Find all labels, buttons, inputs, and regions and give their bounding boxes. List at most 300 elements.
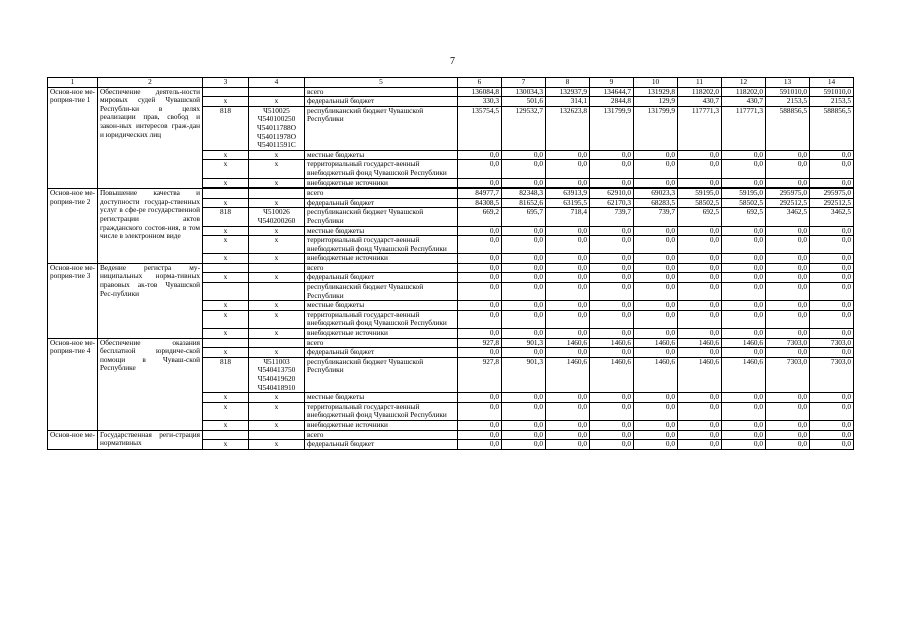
funding-source-cell: республиканский бюджет Чувашской Республики	[305, 357, 458, 392]
amount-cell: 0,0	[810, 236, 854, 254]
amount-cell: 0,0	[502, 273, 546, 283]
amount-cell: 1460,6	[590, 338, 634, 348]
amount-cell: 0,0	[546, 160, 590, 178]
amount-cell: 0,0	[766, 178, 810, 188]
amount-cell: 117771,3	[678, 106, 722, 150]
budget-code-cell: x	[249, 178, 305, 188]
amount-cell: 0,0	[634, 301, 678, 311]
amount-cell: 927,8	[458, 357, 502, 392]
header-cell: 7	[502, 78, 546, 88]
amount-cell: 0,0	[722, 263, 766, 273]
header-cell: 9	[590, 78, 634, 88]
admin-code-cell: x	[203, 310, 249, 328]
amount-cell: 0,0	[722, 310, 766, 328]
amount-cell: 81652,6	[502, 198, 546, 208]
amount-cell: 927,8	[458, 338, 502, 348]
amount-cell: 0,0	[590, 402, 634, 420]
amount-cell: 0,0	[590, 440, 634, 450]
amount-cell: 0,0	[722, 150, 766, 160]
amount-cell: 0,0	[722, 178, 766, 188]
activity-description: Обеспечение оказания бесплатной юридиче-ской помощи в Чуваш-ской Республике	[98, 338, 203, 430]
funding-source-cell: федеральный бюджет	[305, 348, 458, 358]
amount-cell: 0,0	[810, 150, 854, 160]
amount-cell: 0,0	[590, 420, 634, 430]
budget-code-cell: x	[249, 198, 305, 208]
amount-cell: 118202,0	[722, 87, 766, 97]
amount-cell: 0,0	[634, 283, 678, 301]
amount-cell: 2153,5	[810, 97, 854, 107]
amount-cell: 0,0	[502, 329, 546, 339]
amount-cell: 0,0	[766, 393, 810, 403]
amount-cell: 0,0	[590, 283, 634, 301]
budget-table	[47, 77, 854, 450]
amount-cell: 0,0	[766, 236, 810, 254]
admin-code-cell: 818	[203, 106, 249, 150]
admin-code-cell: x	[203, 329, 249, 339]
activity-description: Государственная реги-страция нормативных	[98, 430, 203, 449]
amount-cell: 0,0	[810, 273, 854, 283]
amount-cell: 0,0	[502, 150, 546, 160]
amount-cell: 330,3	[458, 97, 502, 107]
amount-cell: 0,0	[502, 402, 546, 420]
funding-source-cell: местные бюджеты	[305, 393, 458, 403]
header-cell: 12	[722, 78, 766, 88]
amount-cell: 0,0	[590, 430, 634, 440]
amount-cell: 0,0	[810, 310, 854, 328]
amount-cell: 0,0	[810, 263, 854, 273]
amount-cell: 0,0	[634, 440, 678, 450]
amount-cell: 0,0	[634, 226, 678, 236]
amount-cell: 0,0	[546, 440, 590, 450]
amount-cell: 0,0	[722, 430, 766, 440]
amount-cell: 0,0	[590, 150, 634, 160]
amount-cell: 0,0	[634, 329, 678, 339]
amount-cell: 0,0	[810, 348, 854, 358]
admin-code-cell: x	[203, 160, 249, 178]
amount-cell: 718,4	[546, 208, 590, 226]
amount-cell: 0,0	[634, 420, 678, 430]
amount-cell: 0,0	[766, 273, 810, 283]
amount-cell: 0,0	[590, 329, 634, 339]
amount-cell: 1460,6	[722, 357, 766, 392]
amount-cell: 901,3	[502, 338, 546, 348]
activity-name: Основ-ное ме-роприя-тие 3	[48, 263, 98, 338]
amount-cell: 0,0	[502, 440, 546, 450]
amount-cell: 0,0	[590, 348, 634, 358]
activity-description: Повышение качества и доступности государ-ственных услуг в сфе-ре государственной регистрации актов гражданского состоя-ния, в том числе в электронном виде	[98, 189, 203, 264]
amount-cell: 501,6	[502, 97, 546, 107]
amount-cell: 0,0	[766, 310, 810, 328]
funding-source-cell: федеральный бюджет	[305, 198, 458, 208]
header-cell: 14	[810, 78, 854, 88]
amount-cell: 0,0	[722, 329, 766, 339]
budget-code-cell: x	[249, 393, 305, 403]
amount-cell: 739,7	[590, 208, 634, 226]
amount-cell: 0,0	[634, 178, 678, 188]
amount-cell: 0,0	[766, 402, 810, 420]
amount-cell: 0,0	[502, 236, 546, 254]
amount-cell: 692,5	[722, 208, 766, 226]
funding-source-cell: внебюджетные источники	[305, 178, 458, 188]
amount-cell: 0,0	[678, 430, 722, 440]
table-row	[48, 338, 854, 348]
amount-cell: 0,0	[810, 254, 854, 264]
amount-cell: 0,0	[766, 329, 810, 339]
amount-cell: 0,0	[634, 393, 678, 403]
admin-code-cell: x	[203, 273, 249, 283]
amount-cell: 591010,0	[810, 87, 854, 97]
amount-cell: 0,0	[590, 226, 634, 236]
budget-code-cell: Ч511003 Ч540413750 Ч540419620 Ч540418910	[249, 357, 305, 392]
amount-cell: 7303,0	[766, 338, 810, 348]
amount-cell: 0,0	[502, 310, 546, 328]
amount-cell: 292512,5	[810, 198, 854, 208]
amount-cell: 0,0	[546, 283, 590, 301]
amount-cell: 0,0	[546, 402, 590, 420]
amount-cell: 0,0	[810, 440, 854, 450]
amount-cell: 0,0	[678, 150, 722, 160]
amount-cell: 0,0	[546, 329, 590, 339]
amount-cell: 0,0	[766, 301, 810, 311]
budget-code-cell: x	[249, 226, 305, 236]
amount-cell: 0,0	[634, 348, 678, 358]
funding-source-cell: всего	[305, 189, 458, 199]
amount-cell: 0,0	[590, 393, 634, 403]
amount-cell: 0,0	[766, 254, 810, 264]
activity-description: Ведение регистра му-ниципальных норма-тивных правовых ак-тов Чувашской Рес-публики	[98, 263, 203, 338]
funding-source-cell: федеральный бюджет	[305, 273, 458, 283]
amount-cell: 295975,0	[766, 189, 810, 199]
table-row	[48, 263, 854, 273]
admin-code-cell: x	[203, 348, 249, 358]
amount-cell: 0,0	[458, 301, 502, 311]
amount-cell: 117771,3	[722, 106, 766, 150]
amount-cell: 0,0	[810, 402, 854, 420]
header-cell: 6	[458, 78, 502, 88]
budget-code-cell	[249, 430, 305, 440]
amount-cell: 0,0	[678, 440, 722, 450]
amount-cell: 0,0	[810, 430, 854, 440]
amount-cell: 901,3	[502, 357, 546, 392]
amount-cell: 0,0	[810, 420, 854, 430]
amount-cell: 131929,8	[634, 87, 678, 97]
amount-cell: 132623,8	[546, 106, 590, 150]
activity-name: Основ-ное ме-	[48, 430, 98, 449]
amount-cell: 59195,0	[678, 189, 722, 199]
table-row	[48, 87, 854, 97]
amount-cell: 84977,7	[458, 189, 502, 199]
amount-cell: 58502,5	[678, 198, 722, 208]
amount-cell: 0,0	[722, 226, 766, 236]
budget-code-cell	[249, 189, 305, 199]
budget-code-cell: x	[249, 420, 305, 430]
amount-cell: 2844,8	[590, 97, 634, 107]
amount-cell: 0,0	[458, 160, 502, 178]
admin-code-cell: x	[203, 301, 249, 311]
activity-name: Основ-ное ме-роприя-тие 1	[48, 87, 98, 189]
budget-code-cell: x	[249, 97, 305, 107]
amount-cell: 0,0	[634, 273, 678, 283]
budget-code-cell: x	[249, 273, 305, 283]
funding-source-cell: всего	[305, 263, 458, 273]
amount-cell: 1460,6	[634, 357, 678, 392]
amount-cell: 0,0	[678, 160, 722, 178]
amount-cell: 0,0	[458, 150, 502, 160]
amount-cell: 692,5	[678, 208, 722, 226]
amount-cell: 0,0	[458, 263, 502, 273]
budget-code-cell: Ч510026 Ч540200260	[249, 208, 305, 226]
amount-cell: 0,0	[546, 263, 590, 273]
amount-cell: 0,0	[678, 301, 722, 311]
amount-cell: 0,0	[458, 402, 502, 420]
amount-cell: 314,1	[546, 97, 590, 107]
amount-cell: 1460,6	[678, 338, 722, 348]
funding-source-cell: внебюджетные источники	[305, 329, 458, 339]
amount-cell: 0,0	[678, 254, 722, 264]
amount-cell: 1460,6	[590, 357, 634, 392]
amount-cell: 7303,0	[810, 338, 854, 348]
amount-cell: 0,0	[678, 283, 722, 301]
admin-code-cell: x	[203, 198, 249, 208]
amount-cell: 131799,9	[590, 106, 634, 150]
table-row	[48, 430, 854, 440]
funding-source-cell: территориальный государст-венный внебюджетный фонд Чувашской Республики	[305, 160, 458, 178]
amount-cell: 0,0	[722, 301, 766, 311]
amount-cell: 0,0	[634, 263, 678, 273]
header-row	[48, 78, 854, 88]
amount-cell: 0,0	[590, 301, 634, 311]
amount-cell: 0,0	[546, 236, 590, 254]
admin-code-cell	[203, 263, 249, 273]
header-cell: 11	[678, 78, 722, 88]
amount-cell: 0,0	[634, 430, 678, 440]
budget-code-cell: x	[249, 160, 305, 178]
amount-cell: 0,0	[590, 178, 634, 188]
header-cell: 3	[203, 78, 249, 88]
amount-cell: 0,0	[546, 254, 590, 264]
funding-source-cell: территориальный государст-венный внебюджетный фонд Чувашской Республики	[305, 236, 458, 254]
amount-cell: 0,0	[458, 273, 502, 283]
amount-cell: 0,0	[590, 236, 634, 254]
amount-cell: 0,0	[546, 430, 590, 440]
amount-cell: 0,0	[810, 393, 854, 403]
amount-cell: 68283,5	[634, 198, 678, 208]
admin-code-cell: 818	[203, 357, 249, 392]
amount-cell: 430,7	[722, 97, 766, 107]
amount-cell: 0,0	[458, 283, 502, 301]
amount-cell: 0,0	[502, 430, 546, 440]
admin-code-cell: x	[203, 150, 249, 160]
admin-code-cell	[203, 430, 249, 440]
amount-cell: 2153,5	[766, 97, 810, 107]
amount-cell: 0,0	[502, 254, 546, 264]
funding-source-cell: федеральный бюджет	[305, 440, 458, 450]
funding-source-cell: федеральный бюджет	[305, 97, 458, 107]
amount-cell: 1460,6	[634, 338, 678, 348]
funding-source-cell: территориальный государст-венный внебюджетный фонд Чувашской Республики	[305, 402, 458, 420]
amount-cell: 0,0	[502, 178, 546, 188]
amount-cell: 0,0	[546, 310, 590, 328]
funding-source-cell: местные бюджеты	[305, 226, 458, 236]
amount-cell: 669,2	[458, 208, 502, 226]
amount-cell: 0,0	[810, 160, 854, 178]
admin-code-cell: x	[203, 97, 249, 107]
amount-cell: 695,7	[502, 208, 546, 226]
amount-cell: 82348,3	[502, 189, 546, 199]
admin-code-cell	[203, 189, 249, 199]
amount-cell: 0,0	[634, 402, 678, 420]
funding-source-cell: республиканский бюджет Чувашской Республики	[305, 106, 458, 150]
header-cell: 8	[546, 78, 590, 88]
amount-cell: 0,0	[810, 329, 854, 339]
header-cell: 4	[249, 78, 305, 88]
amount-cell: 129532,7	[502, 106, 546, 150]
amount-cell: 0,0	[722, 236, 766, 254]
amount-cell: 0,0	[546, 393, 590, 403]
amount-cell: 0,0	[502, 160, 546, 178]
amount-cell: 131799,9	[634, 106, 678, 150]
funding-source-cell: территориальный государст-венный внебюджетный фонд Чувашской Республики	[305, 310, 458, 328]
amount-cell: 0,0	[458, 226, 502, 236]
amount-cell: 0,0	[722, 402, 766, 420]
amount-cell: 0,0	[458, 236, 502, 254]
amount-cell: 7303,0	[810, 357, 854, 392]
admin-code-cell	[203, 283, 249, 301]
funding-source-cell: республиканский бюджет Чувашской Республики	[305, 208, 458, 226]
amount-cell: 3462,5	[766, 208, 810, 226]
amount-cell: 0,0	[502, 301, 546, 311]
amount-cell: 0,0	[810, 178, 854, 188]
funding-source-cell: внебюджетные источники	[305, 420, 458, 430]
amount-cell: 0,0	[458, 430, 502, 440]
amount-cell: 0,0	[634, 150, 678, 160]
amount-cell: 0,0	[678, 393, 722, 403]
amount-cell: 118202,0	[678, 87, 722, 97]
budget-code-cell	[249, 87, 305, 97]
amount-cell: 295975,0	[810, 189, 854, 199]
amount-cell: 292512,5	[766, 198, 810, 208]
amount-cell: 136084,8	[458, 87, 502, 97]
amount-cell: 0,0	[546, 273, 590, 283]
header-cell: 10	[634, 78, 678, 88]
amount-cell: 0,0	[678, 263, 722, 273]
amount-cell: 0,0	[502, 283, 546, 301]
budget-code-cell: x	[249, 310, 305, 328]
amount-cell: 0,0	[766, 150, 810, 160]
amount-cell: 0,0	[634, 236, 678, 254]
admin-code-cell: x	[203, 226, 249, 236]
funding-source-cell: внебюджетные источники	[305, 254, 458, 264]
amount-cell: 0,0	[722, 420, 766, 430]
amount-cell: 0,0	[502, 226, 546, 236]
amount-cell: 0,0	[678, 329, 722, 339]
budget-code-cell: x	[249, 254, 305, 264]
amount-cell: 0,0	[678, 226, 722, 236]
amount-cell: 0,0	[502, 393, 546, 403]
amount-cell: 84308,5	[458, 198, 502, 208]
amount-cell: 63195,5	[546, 198, 590, 208]
amount-cell: 430,7	[678, 97, 722, 107]
amount-cell: 0,0	[678, 178, 722, 188]
funding-source-cell: всего	[305, 338, 458, 348]
amount-cell: 7303,0	[766, 357, 810, 392]
budget-code-cell	[249, 338, 305, 348]
amount-cell: 1460,6	[722, 338, 766, 348]
amount-cell: 0,0	[678, 310, 722, 328]
admin-code-cell: x	[203, 402, 249, 420]
amount-cell: 0,0	[722, 283, 766, 301]
amount-cell: 3462,5	[810, 208, 854, 226]
activity-name: Основ-ное ме-роприя-тие 4	[48, 338, 98, 430]
funding-source-cell: республиканский бюджет Чувашской Республики	[305, 283, 458, 301]
amount-cell: 0,0	[546, 420, 590, 430]
admin-code-cell: x	[203, 420, 249, 430]
budget-code-cell: x	[249, 301, 305, 311]
amount-cell: 0,0	[590, 273, 634, 283]
amount-cell: 0,0	[458, 329, 502, 339]
amount-cell: 0,0	[766, 348, 810, 358]
activity-description: Обеспечение деятель-ности мировых судей Чувашской Республи-ки в целях реализации прав, свобод и закон-ных интересов граж-дан и юридических лиц	[98, 87, 203, 189]
admin-code-cell: x	[203, 440, 249, 450]
amount-cell: 1460,6	[546, 357, 590, 392]
amount-cell: 0,0	[722, 273, 766, 283]
budget-code-cell: x	[249, 236, 305, 254]
amount-cell: 0,0	[766, 160, 810, 178]
amount-cell: 69023,3	[634, 189, 678, 199]
amount-cell: 0,0	[502, 263, 546, 273]
amount-cell: 58502,5	[722, 198, 766, 208]
budget-code-cell	[249, 263, 305, 273]
amount-cell: 0,0	[458, 440, 502, 450]
amount-cell: 0,0	[546, 226, 590, 236]
amount-cell: 1460,6	[546, 338, 590, 348]
amount-cell: 0,0	[678, 420, 722, 430]
funding-source-cell: местные бюджеты	[305, 150, 458, 160]
amount-cell: 0,0	[590, 160, 634, 178]
budget-code-cell: x	[249, 348, 305, 358]
amount-cell: 0,0	[458, 420, 502, 430]
funding-source-cell: всего	[305, 87, 458, 97]
amount-cell: 588856,5	[810, 106, 854, 150]
table-row	[48, 189, 854, 199]
amount-cell: 739,7	[634, 208, 678, 226]
amount-cell: 0,0	[546, 178, 590, 188]
funding-source-cell: местные бюджеты	[305, 301, 458, 311]
amount-cell: 0,0	[810, 226, 854, 236]
amount-cell: 0,0	[766, 440, 810, 450]
budget-code-cell: x	[249, 402, 305, 420]
amount-cell: 0,0	[634, 160, 678, 178]
amount-cell: 0,0	[766, 420, 810, 430]
funding-source-cell: всего	[305, 430, 458, 440]
amount-cell: 135754,5	[458, 106, 502, 150]
amount-cell: 0,0	[766, 263, 810, 273]
amount-cell: 129,9	[634, 97, 678, 107]
amount-cell: 0,0	[810, 301, 854, 311]
amount-cell: 0,0	[766, 430, 810, 440]
admin-code-cell	[203, 338, 249, 348]
amount-cell: 0,0	[766, 226, 810, 236]
activity-name: Основ-ное ме-роприя-тие 2	[48, 189, 98, 264]
amount-cell: 132937,9	[546, 87, 590, 97]
amount-cell: 0,0	[590, 254, 634, 264]
amount-cell: 0,0	[678, 402, 722, 420]
amount-cell: 0,0	[722, 393, 766, 403]
amount-cell: 130034,3	[502, 87, 546, 97]
budget-code-cell: x	[249, 440, 305, 450]
amount-cell: 0,0	[722, 160, 766, 178]
amount-cell: 0,0	[458, 393, 502, 403]
